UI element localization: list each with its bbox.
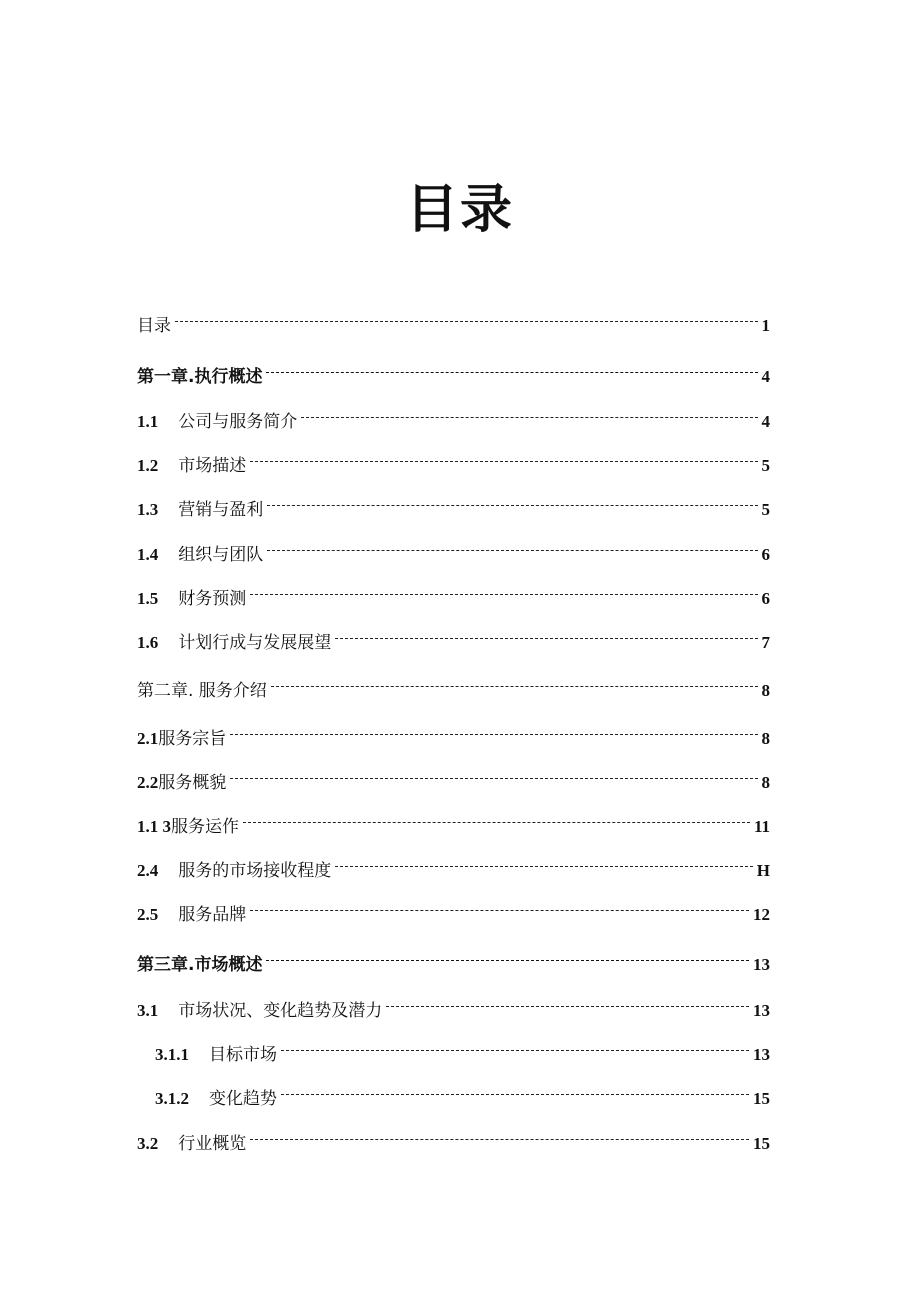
toc-entry-2-4[interactable] xyxy=(137,858,770,884)
toc-leader xyxy=(301,417,757,418)
toc-leader xyxy=(230,778,757,779)
toc-entry-label: 服务的市场接收程度 xyxy=(178,861,332,881)
toc-section-number: 3.1.1 xyxy=(155,1045,189,1064)
toc-page-number: 8 xyxy=(761,681,770,700)
toc-entry-label: 营销与盈利 xyxy=(178,500,264,520)
toc-page-number: H xyxy=(756,861,770,880)
toc-section-number: 2.1 xyxy=(137,729,159,748)
toc-section-number: 1.1 xyxy=(137,412,159,431)
toc-entry-2-5[interactable] xyxy=(137,902,770,928)
toc-entry-label: 服务品牌 xyxy=(178,905,247,925)
page-title: 目录 xyxy=(405,180,514,240)
toc-page-number: 5 xyxy=(761,500,770,519)
toc-page-number: 8 xyxy=(761,773,770,792)
toc-page-number: 4 xyxy=(761,367,770,386)
toc-entry-contents[interactable] xyxy=(137,313,770,339)
toc-leader xyxy=(281,1050,749,1051)
toc-section-number: 2.5 xyxy=(137,905,159,924)
toc-leader xyxy=(266,372,757,373)
toc-entry-1-4[interactable] xyxy=(137,542,770,568)
toc-entry-label: 目录 xyxy=(137,316,171,336)
toc-leader xyxy=(271,686,758,687)
toc-page-number: 5 xyxy=(761,456,770,475)
toc-page-number: 15 xyxy=(753,1134,770,1153)
toc-leader xyxy=(175,321,758,322)
toc-page-number: 4 xyxy=(761,412,770,431)
toc-section-number: 1.5 xyxy=(137,589,159,608)
toc-page-number: 7 xyxy=(761,633,770,652)
toc-leader xyxy=(250,910,749,911)
toc-section-number: 2.2 xyxy=(137,773,159,792)
toc-entry-label: 服务概貌 xyxy=(158,773,227,793)
toc-entry-label: 第一章.执行概述 xyxy=(137,367,263,387)
toc-entry-label: 公司与服务简介 xyxy=(178,412,298,432)
toc-leader xyxy=(243,822,750,823)
toc-entry-label: 第二章. 服务介绍 xyxy=(137,681,267,701)
toc-leader xyxy=(335,638,757,639)
toc-section-number: 2.4 xyxy=(137,861,159,880)
toc-entry-label: 服务运作 xyxy=(171,817,239,837)
toc-entry-label: 行业概览 xyxy=(178,1134,247,1154)
toc-page-number: 11 xyxy=(753,817,770,836)
toc-entry-label: 变化趋势 xyxy=(209,1089,277,1109)
toc-section-number: 1.4 xyxy=(137,545,159,564)
toc-entry-label: 市场描述 xyxy=(178,456,247,476)
toc-page-number: 15 xyxy=(753,1089,770,1108)
toc-entry-2-1[interactable] xyxy=(137,726,770,752)
toc-section-number: 3.1.2 xyxy=(155,1089,189,1108)
toc-leader xyxy=(335,866,753,867)
toc-leader xyxy=(250,594,757,595)
toc-entry-label: 计划行成与发展展望 xyxy=(178,633,332,653)
toc-entry-label: 财务预测 xyxy=(178,589,247,609)
toc-section-number: 1.1 3 xyxy=(137,817,171,836)
toc-entry-label: 组织与团队 xyxy=(178,545,264,565)
toc-entry-label: 市场状况、变化趋势及潜力 xyxy=(178,1001,383,1021)
toc-section-number: 3.1 xyxy=(137,1001,159,1020)
toc-page-number: 6 xyxy=(761,589,770,608)
toc-section-number: 1.3 xyxy=(137,500,159,519)
toc-leader xyxy=(281,1094,749,1095)
toc-section-number: 1.2 xyxy=(137,456,159,475)
toc-page-number: 13 xyxy=(753,1045,770,1064)
toc-entry-chapter-2[interactable] xyxy=(137,678,770,704)
toc-leader xyxy=(267,505,757,506)
toc-entry-1-2[interactable] xyxy=(137,453,770,479)
toc-leader xyxy=(250,1139,749,1140)
toc-entry-chapter-3[interactable] xyxy=(137,952,770,978)
toc-entry-label: 目标市场 xyxy=(209,1045,277,1065)
toc-leader xyxy=(250,461,757,462)
toc-page-number: 13 xyxy=(753,955,770,974)
toc-section-number: 3.2 xyxy=(137,1134,159,1153)
toc-entry-1-3[interactable] xyxy=(137,497,770,523)
toc-entry-3-2[interactable] xyxy=(137,1131,770,1157)
toc-entry-3-1-2[interactable] xyxy=(155,1086,770,1112)
toc-entry-2-2[interactable] xyxy=(137,770,770,796)
toc-entry-label: 第三章.市场概述 xyxy=(137,955,263,975)
toc-entry-1-1[interactable] xyxy=(137,409,770,435)
toc-leader xyxy=(266,960,749,961)
toc-entry-1-6[interactable] xyxy=(137,630,770,656)
toc-page-number: 8 xyxy=(761,729,770,748)
toc-page-number: 1 xyxy=(761,316,770,335)
toc-entry-3-1-1[interactable] xyxy=(155,1042,770,1068)
toc-page-number: 12 xyxy=(753,905,770,924)
toc-leader xyxy=(386,1006,749,1007)
toc-leader xyxy=(230,734,757,735)
toc-entry-chapter-1[interactable] xyxy=(137,364,770,390)
toc-section-number: 1.6 xyxy=(137,633,159,652)
toc-page-number: 13 xyxy=(753,1001,770,1020)
toc-entry-label: 服务宗旨 xyxy=(158,729,227,749)
toc-entry-1-5[interactable] xyxy=(137,586,770,612)
toc-entry-3-1[interactable] xyxy=(137,998,770,1024)
toc-page-number: 6 xyxy=(761,545,770,564)
toc-entry-1-1-3[interactable] xyxy=(137,814,770,840)
toc-leader xyxy=(267,550,757,551)
